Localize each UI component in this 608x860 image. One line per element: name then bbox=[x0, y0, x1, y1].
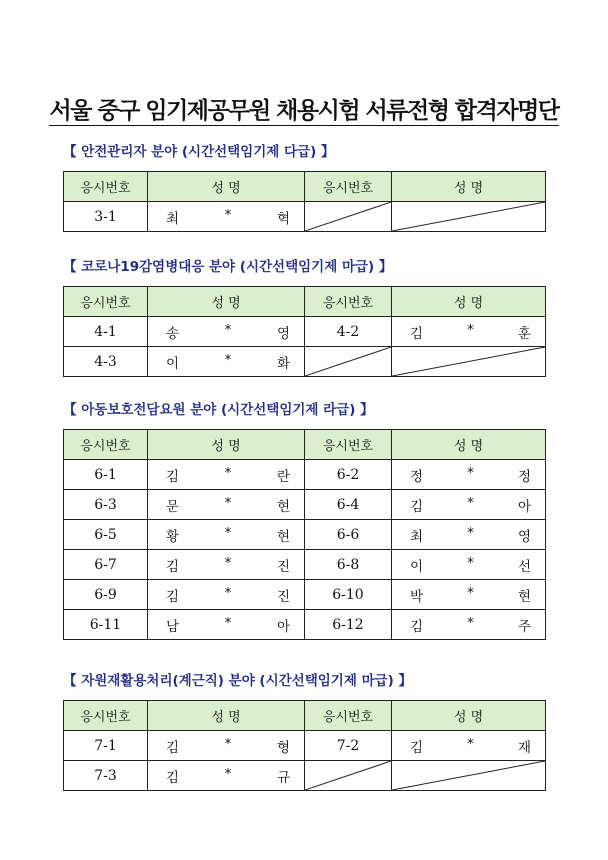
name-mask: * bbox=[467, 494, 474, 511]
name-char: 재 bbox=[517, 739, 531, 756]
exam-number: 4-1 bbox=[64, 317, 148, 347]
exam-number: 6-6 bbox=[305, 520, 392, 550]
name-header: 성 명 bbox=[148, 430, 305, 460]
name-cell bbox=[148, 317, 305, 347]
table-row bbox=[64, 460, 546, 490]
diagonal-slash bbox=[392, 761, 545, 790]
applicant-name bbox=[148, 465, 304, 485]
exam-number: 4-3 bbox=[64, 347, 148, 377]
diagonal-slash bbox=[392, 202, 545, 231]
table-row bbox=[64, 520, 546, 550]
empty-cell bbox=[392, 761, 546, 791]
exam-number: 4-2 bbox=[305, 317, 392, 347]
name-mask: * bbox=[467, 614, 474, 631]
name-cell bbox=[392, 610, 546, 640]
name-cell bbox=[392, 490, 546, 520]
exam-no-header: 응시번호 bbox=[64, 287, 148, 317]
name-header: 성 명 bbox=[392, 172, 546, 202]
applicant-name bbox=[148, 555, 304, 575]
diagonal-slash bbox=[305, 347, 391, 376]
name-mask: * bbox=[224, 206, 232, 223]
roster-table bbox=[63, 700, 546, 791]
name-char: 이 bbox=[410, 558, 424, 575]
table-row bbox=[64, 317, 546, 347]
name-char: 김 bbox=[166, 468, 180, 485]
table-header-row bbox=[64, 287, 546, 317]
applicant-name bbox=[392, 465, 545, 485]
name-char: 영 bbox=[517, 528, 531, 545]
table-row bbox=[64, 731, 546, 761]
name-char: 란 bbox=[276, 468, 290, 485]
name-char: 최 bbox=[410, 528, 424, 545]
applicant-name bbox=[148, 495, 304, 515]
section-safety-manager bbox=[63, 142, 545, 232]
exam-number: 6-4 bbox=[305, 490, 392, 520]
page-title-text: 서울 중구 임기제공무원 채용시험 서류전형 합격자명단 bbox=[49, 98, 559, 124]
name-char: 정 bbox=[410, 468, 424, 485]
exam-number: 6-8 bbox=[305, 550, 392, 580]
name-mask: * bbox=[224, 554, 232, 571]
name-header: 성 명 bbox=[148, 172, 305, 202]
applicant-name bbox=[148, 615, 304, 635]
name-cell bbox=[148, 490, 305, 520]
name-mask: * bbox=[224, 464, 232, 481]
name-mask: * bbox=[224, 765, 232, 782]
empty-cell bbox=[305, 347, 392, 377]
applicant-name bbox=[148, 736, 304, 756]
name-mask: * bbox=[467, 321, 474, 338]
empty-cell bbox=[392, 202, 546, 232]
applicant-name bbox=[148, 207, 304, 227]
name-mask: * bbox=[467, 735, 474, 752]
name-char: 진 bbox=[276, 558, 290, 575]
empty-cell bbox=[305, 761, 392, 791]
name-char: 김 bbox=[166, 588, 180, 605]
name-mask: * bbox=[224, 351, 232, 368]
applicant-name bbox=[148, 322, 304, 342]
exam-no-header: 응시번호 bbox=[64, 172, 148, 202]
name-cell bbox=[392, 550, 546, 580]
roster-table bbox=[63, 171, 546, 232]
name-cell bbox=[392, 317, 546, 347]
name-mask: * bbox=[224, 321, 232, 338]
applicant-name bbox=[392, 322, 545, 342]
exam-no-header: 응시번호 bbox=[64, 701, 148, 731]
name-mask: * bbox=[467, 524, 474, 541]
name-char: 김 bbox=[410, 325, 424, 342]
name-mask: * bbox=[224, 735, 232, 752]
name-cell bbox=[392, 460, 546, 490]
exam-number: 7-1 bbox=[64, 731, 148, 761]
name-header: 성 명 bbox=[148, 287, 305, 317]
exam-no-header: 응시번호 bbox=[64, 430, 148, 460]
name-char: 화 bbox=[276, 355, 290, 372]
section-recycling bbox=[63, 671, 545, 791]
name-char: 현 bbox=[276, 528, 290, 545]
name-char: 김 bbox=[166, 558, 180, 575]
empty-cell bbox=[305, 202, 392, 232]
applicant-name bbox=[148, 352, 304, 372]
applicant-name bbox=[392, 736, 545, 756]
name-cell bbox=[148, 580, 305, 610]
exam-number: 7-3 bbox=[64, 761, 148, 791]
table-row bbox=[64, 580, 546, 610]
roster-table bbox=[63, 286, 546, 377]
name-char: 형 bbox=[276, 739, 290, 756]
name-char: 김 bbox=[410, 618, 424, 635]
table-row bbox=[64, 202, 546, 232]
table-row bbox=[64, 610, 546, 640]
table-row bbox=[64, 550, 546, 580]
applicant-name bbox=[392, 525, 545, 545]
applicant-name bbox=[148, 585, 304, 605]
section-title: 【 안전관리자 분야 (시간선택임기제 다급) 】 bbox=[63, 144, 335, 160]
exam-number: 7-2 bbox=[305, 731, 392, 761]
name-header: 성 명 bbox=[392, 701, 546, 731]
name-char: 아 bbox=[517, 498, 531, 515]
name-char: 문 bbox=[166, 498, 180, 515]
table-row bbox=[64, 761, 546, 791]
exam-number: 6-9 bbox=[64, 580, 148, 610]
name-cell bbox=[148, 202, 305, 232]
empty-cell bbox=[392, 347, 546, 377]
name-cell bbox=[148, 610, 305, 640]
name-header: 성 명 bbox=[148, 701, 305, 731]
section-title: 【 자원재활용처리(계근직) 분야 (시간선택임기제 마급) 】 bbox=[63, 673, 413, 689]
applicant-name bbox=[392, 555, 545, 575]
name-char: 김 bbox=[410, 498, 424, 515]
name-mask: * bbox=[224, 494, 232, 511]
name-char: 진 bbox=[276, 588, 290, 605]
name-cell bbox=[148, 731, 305, 761]
table-row bbox=[64, 490, 546, 520]
name-mask: * bbox=[224, 524, 232, 541]
diagonal-slash bbox=[305, 761, 391, 790]
name-header: 성 명 bbox=[392, 430, 546, 460]
name-char: 최 bbox=[166, 210, 180, 227]
name-cell bbox=[148, 460, 305, 490]
page-title bbox=[0, 92, 608, 125]
name-char: 남 bbox=[166, 618, 180, 635]
exam-number: 6-10 bbox=[305, 580, 392, 610]
exam-number: 6-11 bbox=[64, 610, 148, 640]
name-char: 영 bbox=[276, 325, 290, 342]
name-cell bbox=[148, 550, 305, 580]
name-char: 혁 bbox=[276, 210, 290, 227]
applicant-name bbox=[392, 585, 545, 605]
name-cell bbox=[392, 731, 546, 761]
exam-number: 3-1 bbox=[64, 202, 148, 232]
exam-number: 6-7 bbox=[64, 550, 148, 580]
table-header-row bbox=[64, 430, 546, 460]
name-char: 송 bbox=[166, 325, 180, 342]
name-char: 현 bbox=[517, 588, 531, 605]
table-row bbox=[64, 347, 546, 377]
name-cell bbox=[148, 761, 305, 791]
table-header-row bbox=[64, 172, 546, 202]
name-mask: * bbox=[467, 584, 474, 601]
name-mask: * bbox=[224, 614, 232, 631]
name-char: 이 bbox=[166, 355, 180, 372]
exam-no-header: 응시번호 bbox=[305, 172, 392, 202]
name-mask: * bbox=[467, 464, 474, 481]
name-cell bbox=[392, 520, 546, 550]
applicant-name bbox=[148, 766, 304, 786]
name-char: 황 bbox=[166, 528, 180, 545]
name-char: 훈 bbox=[517, 325, 531, 342]
exam-number: 6-12 bbox=[305, 610, 392, 640]
name-char: 규 bbox=[276, 769, 290, 786]
exam-number: 6-5 bbox=[64, 520, 148, 550]
name-char: 정 bbox=[517, 468, 531, 485]
name-header: 성 명 bbox=[392, 287, 546, 317]
name-cell bbox=[148, 347, 305, 377]
exam-number: 6-3 bbox=[64, 490, 148, 520]
exam-no-header: 응시번호 bbox=[305, 430, 392, 460]
name-char: 아 bbox=[276, 618, 290, 635]
section-child-protection bbox=[63, 400, 545, 640]
exam-no-header: 응시번호 bbox=[305, 287, 392, 317]
name-cell bbox=[148, 520, 305, 550]
table-header-row bbox=[64, 701, 546, 731]
name-char: 선 bbox=[517, 558, 531, 575]
name-mask: * bbox=[467, 554, 474, 571]
section-title: 【 아동보호전담요원 분야 (시간선택임기제 라급) 】 bbox=[63, 402, 374, 418]
name-mask: * bbox=[224, 584, 232, 601]
applicant-name bbox=[392, 615, 545, 635]
applicant-name bbox=[392, 495, 545, 515]
name-char: 주 bbox=[517, 618, 531, 635]
name-char: 김 bbox=[166, 739, 180, 756]
name-cell bbox=[392, 580, 546, 610]
name-char: 김 bbox=[166, 769, 180, 786]
diagonal-slash bbox=[305, 202, 391, 231]
name-char: 현 bbox=[276, 498, 290, 515]
exam-number: 6-2 bbox=[305, 460, 392, 490]
name-char: 김 bbox=[410, 739, 424, 756]
section-title: 【 코로나19감염병대응 분야 (시간선택임기제 마급) 】 bbox=[63, 259, 393, 275]
exam-number: 6-1 bbox=[64, 460, 148, 490]
roster-table bbox=[63, 429, 546, 640]
diagonal-slash bbox=[392, 347, 545, 376]
applicant-name bbox=[148, 525, 304, 545]
section-covid-response bbox=[63, 257, 545, 377]
exam-no-header: 응시번호 bbox=[305, 701, 392, 731]
name-char: 박 bbox=[410, 588, 424, 605]
